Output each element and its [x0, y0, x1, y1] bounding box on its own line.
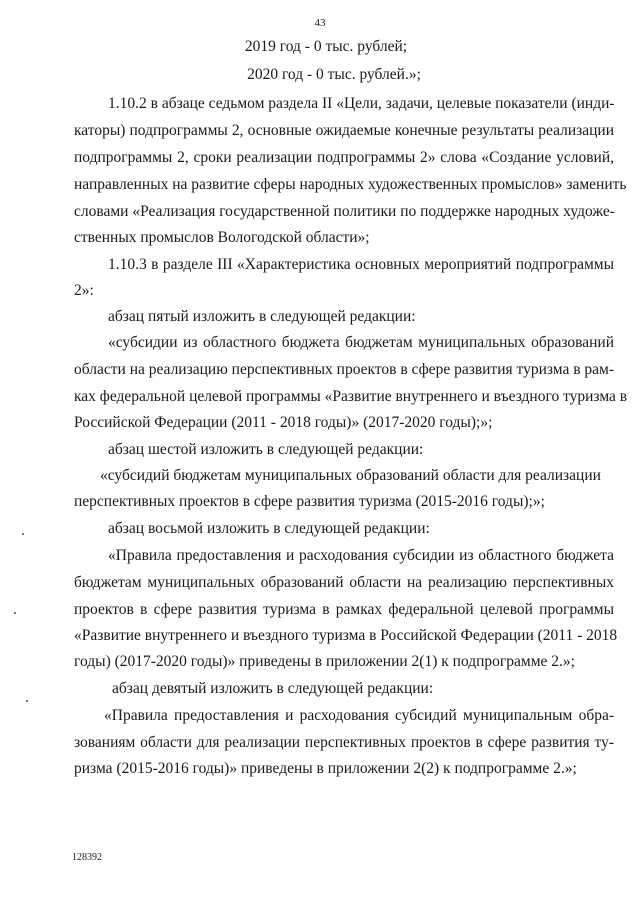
text-line: бюджетам муниципальных образований области на реализацию перспективных	[74, 574, 614, 591]
text-line: подпрограммы 2, сроки реализации подпрограммы 2» слова «Создание условий,	[74, 149, 614, 166]
text-line: каторы) подпрограммы 2, основные ожидаемые конечные результаты реализации	[74, 122, 614, 139]
text-line: «Правила предоставления и расходования субсидий муниципальным обра-	[104, 707, 614, 724]
text-line: «Правила предоставления и расходования субсидии из областного бюджета	[108, 547, 614, 564]
text-line: абзац девятый изложить в следующей редакции:	[112, 680, 434, 697]
scan-speck	[14, 612, 16, 614]
document-code: 128392	[72, 852, 102, 863]
text-line: 2019 год - 0 тыс. рублей;	[244, 38, 408, 55]
text-line: области на реализацию перспективных проектов в сфере развития туризма в рам-	[74, 361, 615, 378]
scan-speck	[22, 533, 24, 535]
text-line: 1.10.3 в разделе III «Характеристика основных мероприятий подпрограммы	[108, 256, 614, 273]
text-line: Российской Федерации (2011 - 2018 годы)» (2017-2020 годы);»;	[74, 414, 493, 431]
page-number: 43	[314, 17, 326, 29]
text-line: перспективных проектов в сфере развития туризма (2015-2016 годы);»;	[74, 493, 545, 510]
text-line: проектов в сфере развития туризма в рамках федеральной целевой программы	[74, 601, 614, 618]
text-line: «субсидий бюджетам муниципальных образований области для реализации	[100, 467, 601, 484]
text-line: ках федеральной целевой программы «Развитие внутреннего и въездного туризма в	[74, 388, 628, 405]
text-line: словами «Реализация государственной политики по поддержке народных художе-	[74, 203, 615, 220]
text-line: абзац пятый изложить в следующей редакции:	[108, 308, 416, 325]
text-line: абзац шестой изложить в следующей редакции:	[108, 441, 424, 458]
text-line: годы) (2017-2020 годы)» приведены в приложении 2(1) к подпрограмме 2.»;	[74, 653, 575, 670]
text-line: направленных на развитие сферы народных художественных промыслов» заменить	[74, 176, 627, 193]
text-line: «субсидии из областного бюджета бюджетам муниципальных образований	[108, 334, 614, 351]
text-line: «Развитие внутреннего и въездного туризма в Российской Федерации (2011 - 2018	[74, 627, 618, 644]
text-line: ственных промыслов Вологодской области»;	[74, 229, 370, 246]
text-line: ризма (2015-2016 годы)» приведены в приложении 2(2) к подпрограмме 2.»;	[74, 760, 577, 777]
text-line: 2020 год - 0 тыс. рублей.»;	[247, 66, 421, 83]
text-line: абзац восьмой изложить в следующей редакции:	[108, 520, 430, 537]
text-line: 1.10.2 в абзаце седьмом раздела II «Цели, задачи, целевые показатели (инди-	[108, 95, 615, 112]
text-line: зованиям области для реализации перспективных проектов в сфере развития ту-	[74, 734, 614, 751]
scan-speck	[26, 700, 28, 702]
text-line: 2»:	[74, 282, 94, 299]
